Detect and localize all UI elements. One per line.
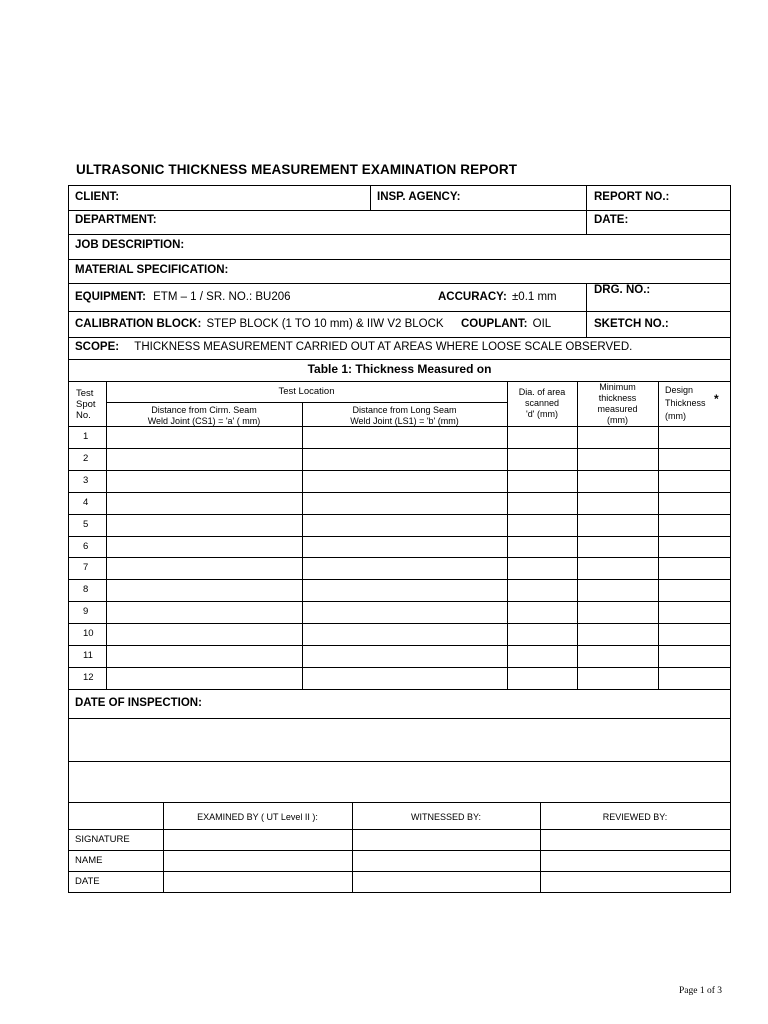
col-test-spot xyxy=(76,388,96,421)
material-spec-label: MATERIAL SPECIFICATION: xyxy=(75,264,229,276)
col-dia-line: 'd' (mm) xyxy=(526,409,558,419)
table-row-number: 12 xyxy=(83,671,94,683)
table-row-number: 3 xyxy=(83,474,89,486)
client-label: CLIENT: xyxy=(75,191,120,203)
table-row-divider xyxy=(69,470,730,471)
table-row-number: 9 xyxy=(83,606,89,618)
department-label: DEPARTMENT: xyxy=(75,214,157,226)
col-min-line: measured xyxy=(597,404,638,414)
table-row-number: 4 xyxy=(83,496,89,508)
witnessed-by-header: WITNESSED BY: xyxy=(410,812,481,822)
col-min-line: (mm) xyxy=(607,415,628,425)
table-row-divider xyxy=(69,448,730,449)
design-asterisk: * xyxy=(714,392,719,406)
couplant-value: OIL xyxy=(532,318,552,330)
job-description-label: JOB DESCRIPTION: xyxy=(75,239,185,251)
date-of-inspection-label: DATE OF INSPECTION: xyxy=(75,697,202,709)
table-row-divider xyxy=(69,536,730,537)
col-design-line: Design xyxy=(665,385,694,395)
col-ls1 xyxy=(302,405,507,427)
calibration-value: STEP BLOCK (1 TO 10 mm) & IIW V2 BLOCK xyxy=(206,318,444,330)
col-design-line: (mm) xyxy=(665,411,686,421)
col-test-location: Test Location xyxy=(278,386,335,397)
table-row-divider xyxy=(69,645,730,646)
col-design-line: Thickness xyxy=(665,398,706,408)
scope-field xyxy=(75,341,632,353)
scope-value: THICKNESS MEASUREMENT CARRIED OUT AT AREAS WHERE LOOSE SCALE OBSERVED. xyxy=(134,341,633,353)
accuracy-value: ±0.1 mm xyxy=(511,291,557,303)
page-footer: Page 1 of 3 xyxy=(678,986,722,996)
date-row-label: DATE xyxy=(75,876,100,887)
report-form xyxy=(68,185,731,893)
table-row-number: 11 xyxy=(83,650,93,661)
accuracy-field xyxy=(438,291,557,303)
table-row-number: 1 xyxy=(83,431,89,442)
table-row-number: 7 xyxy=(83,562,89,574)
table-row-divider xyxy=(69,492,730,493)
col-dia xyxy=(507,387,577,420)
name-label: NAME xyxy=(75,855,103,866)
reviewed-by-header: REVIEWED BY: xyxy=(602,812,668,822)
accuracy-label: ACCURACY: xyxy=(438,291,507,303)
equipment-label: EQUIPMENT: xyxy=(75,291,146,303)
sketch-no-label: SKETCH NO.: xyxy=(594,318,669,330)
table-caption: Table 1: Thickness Measured on xyxy=(307,362,492,376)
col-min-line: thickness xyxy=(598,393,637,403)
drg-no-label: DRG. NO.: xyxy=(594,284,651,296)
col-dia-line: Dia. of area xyxy=(518,387,566,397)
couplant-field xyxy=(461,318,551,330)
scope-label: SCOPE: xyxy=(75,341,120,353)
col-min-line: Minimum xyxy=(599,382,636,392)
col-ls1-line: Distance from Long Seam xyxy=(352,405,457,415)
table-row-divider xyxy=(69,514,730,515)
table-row-number: 8 xyxy=(83,584,89,596)
couplant-label: COUPLANT: xyxy=(461,318,528,330)
table-row-number: 5 xyxy=(83,518,89,530)
table-row-divider xyxy=(69,579,730,580)
col-min-thickness xyxy=(577,382,658,426)
date-label: DATE: xyxy=(594,214,629,226)
table-row-number: 6 xyxy=(83,540,89,552)
col-cs1-line: Distance from Cirm. Seam xyxy=(151,405,257,415)
col-cs1 xyxy=(106,405,302,427)
table-row-divider xyxy=(69,667,730,668)
table-row-divider xyxy=(69,557,730,558)
col-cs1-line: Weld Joint (CS1) = 'a' ( mm) xyxy=(147,416,261,426)
calibration-field xyxy=(75,318,444,330)
col-design-thickness xyxy=(665,384,706,423)
col-test-spot-line: Spot xyxy=(76,399,96,410)
report-title: ULTRASONIC THICKNESS MEASUREMENT EXAMINATION REPORT xyxy=(76,162,518,177)
report-no-label: REPORT NO.: xyxy=(594,191,670,203)
calibration-label: CALIBRATION BLOCK: xyxy=(75,318,202,330)
table-row-divider xyxy=(69,623,730,624)
signature-label: SIGNATURE xyxy=(75,834,130,845)
col-test-spot-line: Test xyxy=(76,388,94,399)
equipment-value: ETM – 1 / SR. NO.: BU206 xyxy=(153,291,291,303)
table-row-number: 2 xyxy=(83,452,89,464)
col-ls1-line: Weld Joint (LS1) = 'b' (mm) xyxy=(350,416,459,426)
insp-agency-label: INSP. AGENCY: xyxy=(377,191,461,203)
col-test-spot-line: No. xyxy=(76,410,91,421)
equipment-field xyxy=(75,291,291,303)
table-row-divider xyxy=(69,601,730,602)
col-dia-line: scanned xyxy=(524,398,560,408)
examined-by-header: EXAMINED BY ( UT Level II ): xyxy=(197,812,318,822)
table-row-number: 10 xyxy=(83,628,94,640)
